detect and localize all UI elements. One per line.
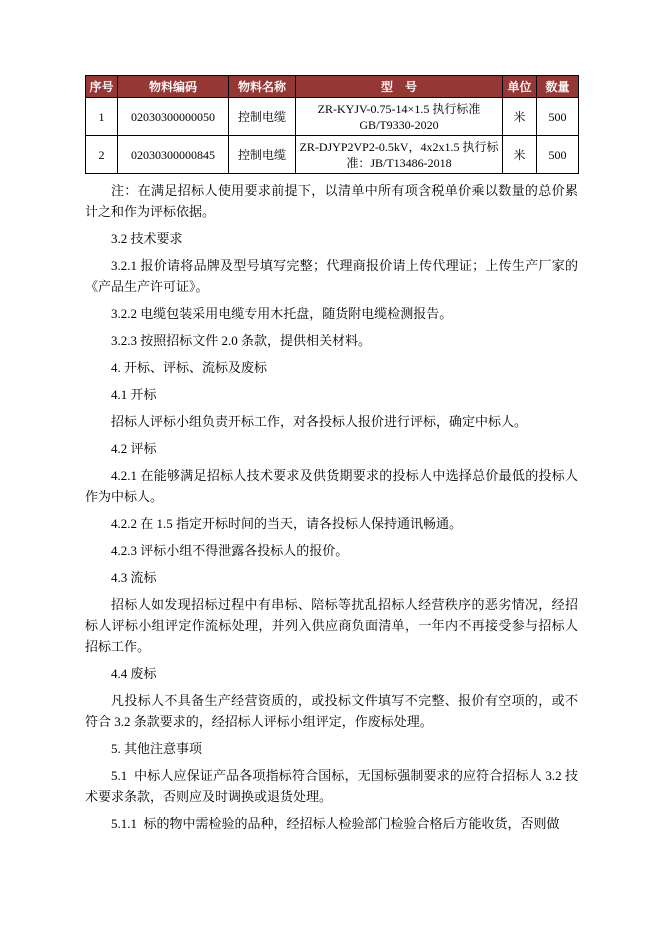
clause-4-2-2: 4.2.2 在 1.5 指定开标时间的当天，请各投标人保持通讯畅通。 <box>111 516 463 531</box>
cell-name: 控制电缆 <box>229 136 296 174</box>
clause-4-2-1: 4.2.1 在能够满足招标人技术要求及供货期要求的投标人中选择总价最低的投标人作为中标人。 <box>85 468 578 504</box>
table-header-cell: 单位 <box>503 76 537 98</box>
cell-name: 控制电缆 <box>229 98 296 136</box>
table-header-cell: 物料名称 <box>229 76 296 98</box>
clause-3-2-2: 3.2.2 电缆包装采用电缆专用木托盘，随货附电缆检测报告。 <box>111 306 453 321</box>
cell-model: ZR-DJYP2VP2-0.5kV，4x2x1.5 执行标准：JB/T13486-2018 <box>296 136 503 174</box>
cell-model: ZR-KYJV-0.75-14×1.5 执行标准GB/T9330-2020 <box>296 98 503 136</box>
paragraph-bid-opening: 招标人评标小组负责开标工作，对各投标人报价进行评标，确定中标人。 <box>111 414 528 429</box>
cell-unit: 米 <box>503 136 537 174</box>
paragraph-invalid-bid: 凡投标人不具备生产经营资质的，或投标文件填写不完整、报价有空项的，或不符合 3.2 条款要求的，经招标人评标小组评定，作废标处理。 <box>85 693 578 729</box>
clause-3-2-3: 3.2.3 按照招标文件 2.0 条款，提供相关材料。 <box>111 333 372 348</box>
paragraph-note: 注：在满足招标人使用要求前提下，以清单中所有项含税单价乘以数量的总价累计之和作为评标依据。 <box>85 183 578 219</box>
table-header-row <box>86 76 579 98</box>
clause-5-1: 5.1 中标人应保证产品各项指标符合国标，无国标强制要求的应符合招标人 3.2 技术要求条款，否则应及时调换或退货处理。 <box>85 768 578 804</box>
heading-4-2: 4.2 评标 <box>111 441 157 456</box>
heading-4: 4. 开标、评标、流标及废标 <box>111 360 268 375</box>
clause-3-2-1: 3.2.1 报价请将品牌及型号填写完整；代理商报价请上传代理证；上传生产厂家的《产品生产许可证》。 <box>85 258 578 294</box>
table-header-cell: 序号 <box>86 76 118 98</box>
heading-3-2: 3.2 技术要求 <box>111 231 183 246</box>
cell-seq: 1 <box>86 98 118 136</box>
table-row <box>86 136 579 174</box>
cell-unit: 米 <box>503 98 537 136</box>
clause-5-1-1: 5.1.1 标的物中需检验的品种，经招标人检验部门检验合格后方能收货，否则做 <box>111 816 560 831</box>
cell-code: 02030300000050 <box>118 98 229 136</box>
table-row <box>86 98 579 136</box>
heading-4-3: 4.3 流标 <box>111 570 157 585</box>
table-header-cell: 型 号 <box>296 76 503 98</box>
cell-seq: 2 <box>86 136 118 174</box>
document-body <box>85 180 578 834</box>
materials-table <box>85 75 579 174</box>
heading-5: 5. 其他注意事项 <box>111 741 203 756</box>
cell-code: 02030300000845 <box>118 136 229 174</box>
cell-qty: 500 <box>537 136 579 174</box>
heading-4-1: 4.1 开标 <box>111 387 157 402</box>
clause-4-2-3: 4.2.3 评标小组不得泄露各投标人的报价。 <box>111 543 349 558</box>
table-header-cell: 数量 <box>537 76 579 98</box>
heading-4-4: 4.4 废标 <box>111 666 157 681</box>
table-header-cell: 物料编码 <box>118 76 229 98</box>
cell-qty: 500 <box>537 98 579 136</box>
paragraph-failed-bid: 招标人如发现招标过程中有串标、陪标等扰乱招标人经营秩序的恶劣情况，经招标人评标小组评定作流标处理，并列入供应商负面清单，一年内不再接受参与招标人招标工作。 <box>85 597 578 654</box>
